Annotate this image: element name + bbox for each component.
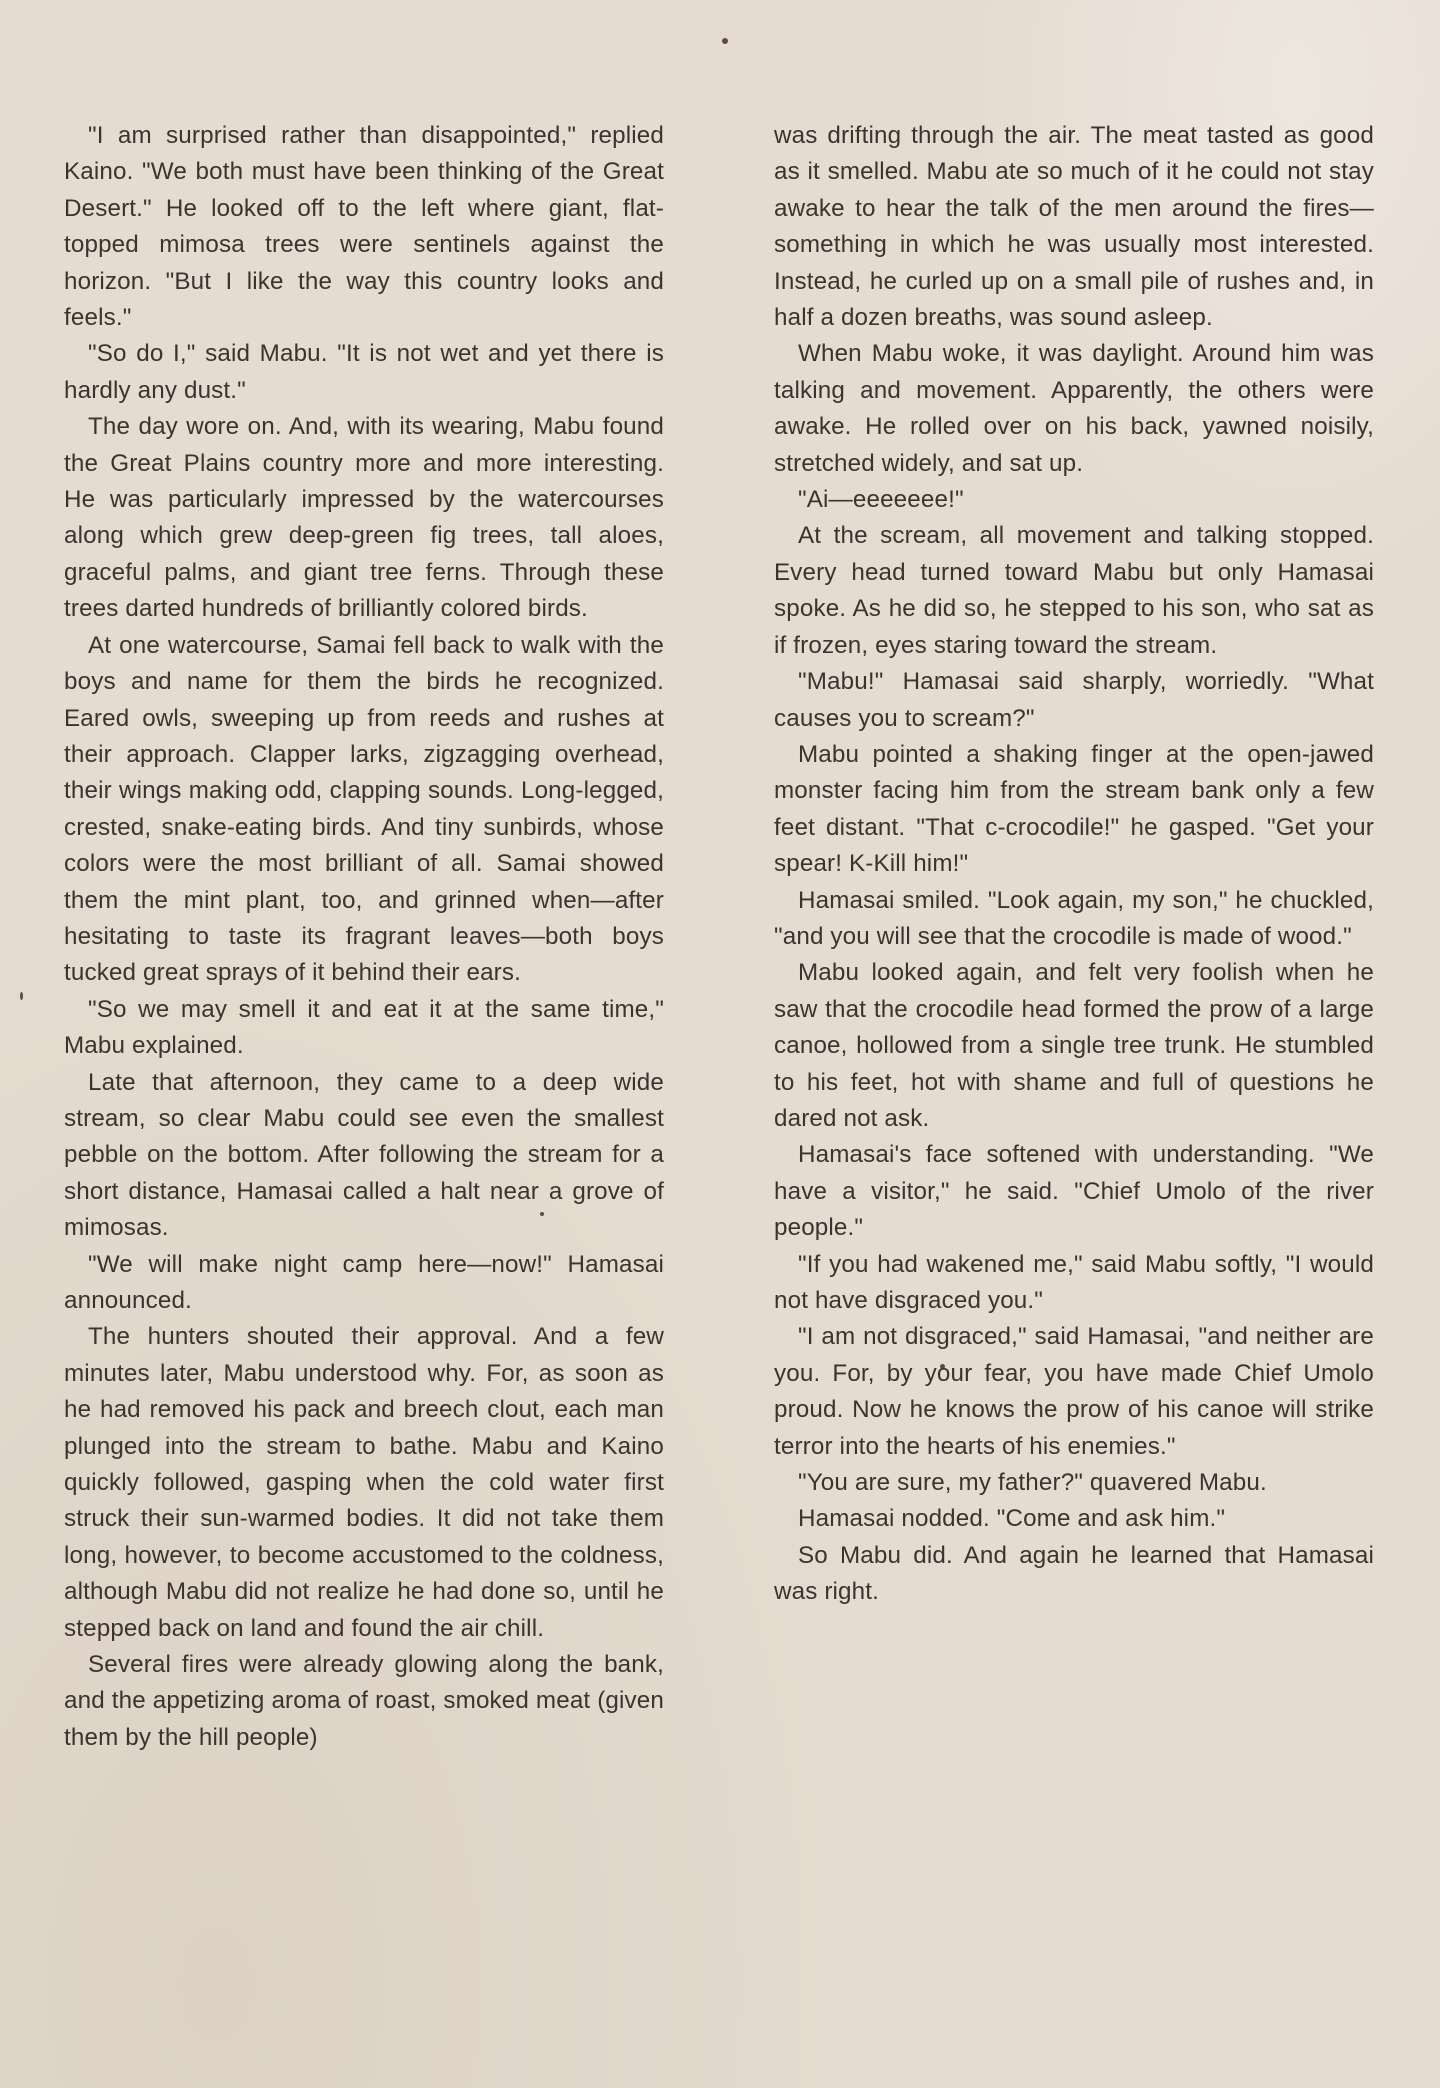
paragraph: Hamasai's face softened with understanding. "We have a visitor," he said. "Chief Umolo of the river people." (774, 1141, 1374, 1242)
paragraph: "Ai—eeeeeee!" (798, 486, 964, 514)
paragraph: The day wore on. And, with its wearing, Mabu found the Great Plains country more and more interesting. He was particularly impressed by the watercourses along which grew deep-green fig trees, tall aloes, graceful palms, and giant tree ferns. Through these trees darted hundreds of brilliantly colored birds. (64, 413, 664, 623)
paragraph: Several fires were already glowing along the bank, and the appetizing aroma of roast, smoked meat (given them by the hill people) (64, 1651, 664, 1751)
paragraph: So Mabu did. And again he learned that Hamasai was right. (774, 1541, 1374, 1606)
paragraph: "I am surprised rather than disappointed," replied Kaino. "We both must have been thinking of the Great Desert." He looked off to the left where giant, flat-topped mimosa trees were sentinels against the horizon. "But I like the way this country looks and feels." (64, 122, 664, 332)
print-speck (20, 992, 23, 1000)
paragraph: When Mabu woke, it was daylight. Around him was talking and movement. Apparently, the others were awake. He rolled over on his back, yawned noisily, stretched widely, and sat up. (774, 340, 1374, 477)
paragraph: "We will make night camp here—now!" Hamasai announced. (64, 1250, 664, 1314)
paragraph: "If you had wakened me," said Mabu softly, "I would not have disgraced you." (774, 1250, 1374, 1314)
paragraph: "You are sure, my father?" quavered Mabu. (798, 1469, 1267, 1497)
paragraph: At one watercourse, Samai fell back to walk with the boys and name for them the birds he recognized. Eared owls, sweeping up from reeds and rushes at their approach. Clapper larks, zigzagging overhead, their wings making odd, clapping sounds. Long-legged, crested, snake-eating birds. And tiny sunbirds, whose colors were the most brilliant of all. Samai showed them the mint plant, too, and grinned when—after hesitating to taste its fragrant leaves—both boys tucked great sprays of it behind their ears. (64, 631, 664, 987)
paragraph: Mabu pointed a shaking finger at the open-jawed monster facing him from the stream bank only a few feet distant. "That c-crocodile!" he gasped. "Get your spear! K-Kill him!" (774, 740, 1374, 878)
paragraph: Hamasai smiled. "Look again, my son," he chuckled, "and you will see that the crocodile is made of wood." (774, 886, 1374, 950)
paragraph: "So we may smell it and eat it at the same time," Mabu explained. (64, 995, 664, 1060)
paragraph: At the scream, all movement and talking stopped. Every head turned toward Mabu but only Hamasai spoke. As he did so, he stepped to his son, who sat as if frozen, eyes staring toward the stream. (774, 522, 1374, 659)
paragraph: was drifting through the air. The meat tasted as good as it smelled. Mabu ate so much of it he could not stay awake to hear the talk of the men around the fires—something in which he was usually most interested. Instead, he curled up on a small pile of rushes and, in half a dozen breaths, was sound asleep. (774, 122, 1374, 332)
paragraph: "So do I," said Mabu. "It is not wet and yet there is hardly any dust." (64, 340, 664, 404)
paragraph: Mabu looked again, and felt very foolish when he saw that the crocodile head formed the prow of a large canoe, hollowed from a single tree trunk. He stumbled to his feet, hot with shame and full of questions he dared not ask. (774, 959, 1374, 1132)
paragraph: Late that afternoon, they came to a deep wide stream, so clear Mabu could see even the smallest pebble on the bottom. After following the stream for a short distance, Hamasai called a halt near a grove of mimosas. (64, 1068, 664, 1242)
paragraph: "I am not disgraced," said Hamasai, "and neither are you. For, by your fear, you have made Chief Umolo proud. Now he knows the prow of his canoe will strike terror into the hearts of his enemies." (774, 1323, 1374, 1460)
paragraph: "Mabu!" Hamasai said sharply, worriedly. "What causes you to scream?" (774, 668, 1374, 732)
left-text-column (64, 118, 664, 1756)
paragraph: Hamasai nodded. "Come and ask him." (798, 1505, 1226, 1533)
print-speck (722, 38, 728, 44)
paragraph: The hunters shouted their approval. And a few minutes later, Mabu understood why. For, as soon as he had removed his pack and breech clout, each man plunged into the stream to bathe. Mabu and Kaino quickly followed, gasping when the cold water first struck their sun-warmed bodies. It did not take them long, however, to become accustomed to the coldness, although Mabu did not realize he had done so, until he stepped back on land and found the air chill. (64, 1323, 664, 1642)
right-text-column (774, 118, 1374, 1611)
